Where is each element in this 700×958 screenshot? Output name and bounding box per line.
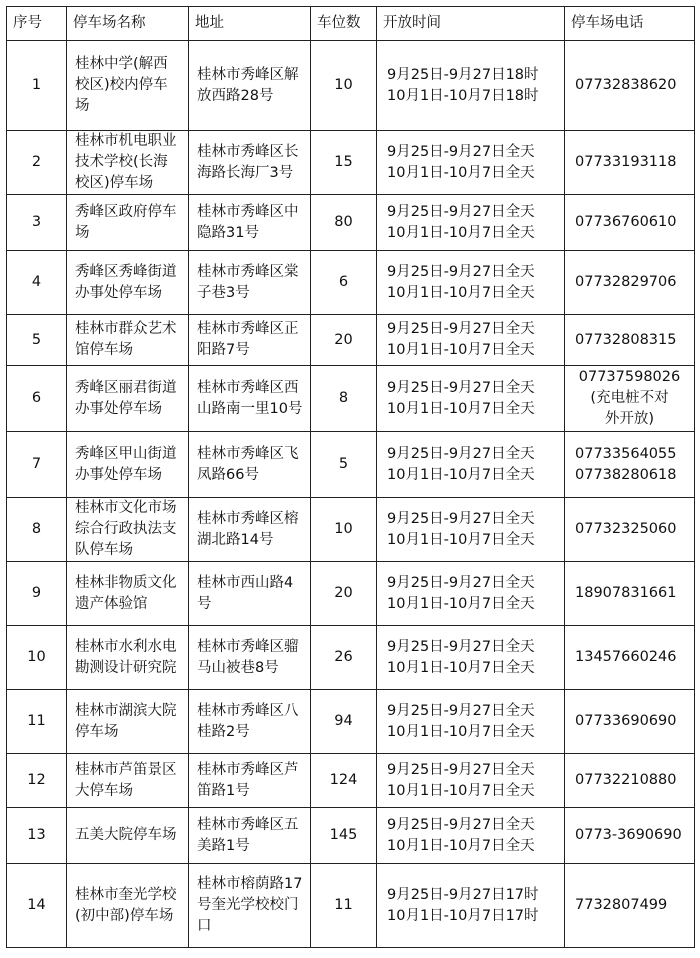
cell-parking-name: 秀峰区政府停车场 — [67, 195, 189, 251]
cell-spaces: 80 — [311, 195, 377, 251]
cell-spaces: 145 — [311, 808, 377, 864]
cell-phone — [565, 626, 695, 690]
phone-line: 07732838620 — [575, 77, 677, 93]
open-hours-line: 10月1日-10月7日全天 — [387, 595, 535, 612]
cell-parking-name: 桂林市机电职业技术学校(长海校区)停车场 — [67, 131, 189, 195]
table-row — [7, 432, 695, 498]
cell-no: 10 — [7, 626, 67, 690]
cell-address: 桂林市秀峰区五美路1号 — [189, 808, 311, 864]
open-hours-line: 9月25日-9月27日全天 — [387, 574, 535, 591]
cell-phone — [565, 315, 695, 366]
cell-no: 5 — [7, 315, 67, 366]
header-cell-name: 停车场名称 — [67, 7, 189, 41]
open-hours-line: 10月1日-10月7日全天 — [387, 659, 535, 676]
cell-no: 8 — [7, 498, 67, 562]
phone-line: 07732210880 — [575, 772, 677, 788]
cell-no: 7 — [7, 432, 67, 498]
phone-line: 07738280618 — [575, 466, 677, 483]
table-row — [7, 808, 695, 864]
cell-phone — [565, 498, 695, 562]
cell-open-hours — [377, 315, 565, 366]
open-hours-line: 10月1日-10月7日全天 — [387, 342, 535, 358]
table-row — [7, 195, 695, 251]
table-row — [7, 366, 695, 432]
open-hours-line: 10月1日-10月7日18时 — [387, 87, 539, 104]
table-row — [7, 562, 695, 626]
cell-phone — [565, 562, 695, 626]
cell-open-hours — [377, 690, 565, 754]
parking-lot-table-container — [6, 6, 695, 948]
cell-spaces: 11 — [311, 864, 377, 948]
phone-line: 07737598026 — [578, 369, 681, 385]
cell-no: 1 — [7, 41, 67, 131]
cell-phone — [565, 808, 695, 864]
cell-address: 桂林市秀峰区棠子巷3号 — [189, 251, 311, 315]
table-header-row — [7, 7, 695, 41]
cell-open-hours — [377, 562, 565, 626]
open-hours-line: 10月1日-10月7日全天 — [387, 400, 535, 417]
phone-line: 18907831661 — [575, 585, 677, 601]
open-hours-line: 9月25日-9月27日17时 — [387, 886, 539, 903]
cell-spaces: 26 — [311, 626, 377, 690]
cell-parking-name: 桂林市芦笛景区大停车场 — [67, 754, 189, 808]
cell-parking-name: 桂林市水利水电勘测设计研究院 — [67, 626, 189, 690]
phone-line: 0773-3690690 — [575, 827, 682, 843]
cell-parking-name: 桂林非物质文化遗产体验馆 — [67, 562, 189, 626]
cell-parking-name: 秀峰区秀峰街道办事处停车场 — [67, 251, 189, 315]
cell-address: 桂林市秀峰区榕湖北路14号 — [189, 498, 311, 562]
header-cell-phone: 停车场电话 — [565, 7, 695, 41]
open-hours-line: 9月25日-9月27日全天 — [387, 203, 535, 220]
cell-open-hours — [377, 498, 565, 562]
cell-no: 13 — [7, 808, 67, 864]
phone-line: 07732325060 — [575, 521, 677, 537]
cell-address: 桂林市秀峰区飞凤路66号 — [189, 432, 311, 498]
open-hours-line: 10月1日-10月7日全天 — [387, 466, 535, 483]
cell-address: 桂林市秀峰区骝马山被巷8号 — [189, 626, 311, 690]
cell-spaces: 10 — [311, 41, 377, 131]
open-hours-line: 10月1日-10月7日17时 — [387, 907, 539, 924]
cell-parking-name: 秀峰区丽君街道办事处停车场 — [67, 366, 189, 432]
cell-no: 6 — [7, 366, 67, 432]
table-row — [7, 754, 695, 808]
cell-phone — [565, 41, 695, 131]
parking-lot-table — [6, 6, 695, 948]
open-hours-line: 10月1日-10月7日全天 — [387, 782, 535, 799]
cell-parking-name: 秀峰区甲山街道办事处停车场 — [67, 432, 189, 498]
open-hours-line: 9月25日-9月27日全天 — [387, 702, 535, 719]
cell-no: 12 — [7, 754, 67, 808]
cell-open-hours — [377, 754, 565, 808]
cell-phone — [565, 864, 695, 948]
cell-no: 14 — [7, 864, 67, 948]
table-row — [7, 131, 695, 195]
table-row — [7, 626, 695, 690]
table-row — [7, 315, 695, 366]
phone-line: 7732807499 — [575, 897, 668, 913]
cell-spaces: 20 — [311, 315, 377, 366]
open-hours-line: 9月25日-9月27日全天 — [387, 263, 535, 280]
cell-phone — [565, 432, 695, 498]
cell-address: 桂林市秀峰区芦笛路1号 — [189, 754, 311, 808]
open-hours-line: 9月25日-9月27日全天 — [387, 379, 535, 396]
cell-phone — [565, 366, 695, 432]
cell-open-hours — [377, 41, 565, 131]
cell-parking-name: 桂林中学(解西校区)校内停车场 — [67, 41, 189, 131]
header-cell-hours: 开放时间 — [377, 7, 565, 41]
cell-address: 桂林市秀峰区长海路长海厂3号 — [189, 131, 311, 195]
phone-line: 07732829706 — [575, 274, 677, 290]
open-hours-line: 9月25日-9月27日全天 — [387, 143, 535, 160]
open-hours-line: 10月1日-10月7日全天 — [387, 837, 535, 854]
open-hours-line: 9月25日-9月27日全天 — [387, 510, 535, 527]
cell-phone — [565, 690, 695, 754]
cell-no: 9 — [7, 562, 67, 626]
table-row — [7, 41, 695, 131]
cell-open-hours — [377, 432, 565, 498]
cell-spaces: 124 — [311, 754, 377, 808]
cell-phone — [565, 131, 695, 195]
cell-address: 桂林市秀峰区西山路南一里10号 — [189, 366, 311, 432]
cell-spaces: 15 — [311, 131, 377, 195]
phone-line: 外开放) — [604, 411, 655, 427]
cell-address: 桂林市秀峰区中隐路31号 — [189, 195, 311, 251]
table-row — [7, 690, 695, 754]
cell-no: 4 — [7, 251, 67, 315]
open-hours-line: 10月1日-10月7日全天 — [387, 224, 535, 241]
cell-spaces: 5 — [311, 432, 377, 498]
phone-line: (充电桩不对 — [590, 390, 669, 406]
cell-phone — [565, 754, 695, 808]
cell-no: 11 — [7, 690, 67, 754]
cell-no: 2 — [7, 131, 67, 195]
cell-open-hours — [377, 808, 565, 864]
phone-line: 07733564055 — [575, 445, 677, 462]
header-cell-no: 序号 — [7, 7, 67, 41]
table-body — [7, 41, 695, 948]
cell-parking-name: 桂林市湖滨大院停车场 — [67, 690, 189, 754]
cell-parking-name: 桂林市文化市场综合行政执法支队停车场 — [67, 498, 189, 562]
cell-open-hours — [377, 626, 565, 690]
table-row — [7, 864, 695, 948]
header-cell-spaces: 车位数 — [311, 7, 377, 41]
cell-open-hours — [377, 195, 565, 251]
phone-line: 07732808315 — [575, 331, 677, 348]
cell-parking-name: 五美大院停车场 — [67, 808, 189, 864]
cell-address: 桂林市西山路4号 — [189, 562, 311, 626]
cell-spaces: 94 — [311, 690, 377, 754]
open-hours-line: 9月25日-9月27日全天 — [387, 321, 535, 337]
open-hours-line: 9月25日-9月27日全天 — [387, 761, 535, 778]
cell-address: 桂林市秀峰区正阳路7号 — [189, 315, 311, 366]
open-hours-line: 9月25日-9月27日全天 — [387, 816, 535, 833]
open-hours-line: 9月25日-9月27日全天 — [387, 445, 535, 462]
table-row — [7, 251, 695, 315]
cell-spaces: 8 — [311, 366, 377, 432]
open-hours-line: 10月1日-10月7日全天 — [387, 723, 535, 740]
cell-address: 桂林市榕荫路17号奎光学校校门口 — [189, 864, 311, 948]
cell-open-hours — [377, 366, 565, 432]
cell-phone — [565, 195, 695, 251]
cell-open-hours — [377, 251, 565, 315]
phone-line: 07733690690 — [575, 713, 677, 729]
open-hours-line: 10月1日-10月7日全天 — [387, 164, 535, 181]
phone-line: 07736760610 — [575, 214, 677, 230]
cell-spaces: 6 — [311, 251, 377, 315]
cell-open-hours — [377, 864, 565, 948]
open-hours-line: 9月25日-9月27日18时 — [387, 66, 539, 83]
cell-phone — [565, 251, 695, 315]
phone-line: 07733193118 — [575, 154, 677, 170]
cell-spaces: 10 — [311, 498, 377, 562]
cell-address: 桂林市秀峰区八桂路2号 — [189, 690, 311, 754]
phone-line: 13457660246 — [575, 649, 677, 665]
cell-parking-name: 桂林市奎光学校(初中部)停车场 — [67, 864, 189, 948]
cell-no: 3 — [7, 195, 67, 251]
cell-spaces: 20 — [311, 562, 377, 626]
open-hours-line: 10月1日-10月7日全天 — [387, 284, 535, 301]
cell-parking-name: 桂林市群众艺术馆停车场 — [67, 315, 189, 366]
open-hours-line: 10月1日-10月7日全天 — [387, 531, 535, 548]
open-hours-line: 9月25日-9月27日全天 — [387, 638, 535, 655]
cell-address: 桂林市秀峰区解放西路28号 — [189, 41, 311, 131]
cell-open-hours — [377, 131, 565, 195]
table-row — [7, 498, 695, 562]
header-cell-address: 地址 — [189, 7, 311, 41]
